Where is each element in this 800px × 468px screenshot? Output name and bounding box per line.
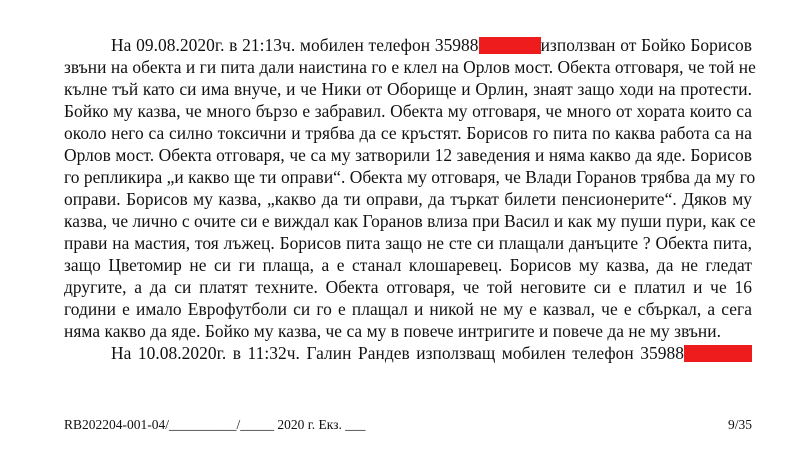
paragraph-2-line-1-start: На 10.08.2020г. в 11:32ч. Галин Рандев използващ мобилен телефон 35988 xyxy=(111,343,684,363)
paragraph-line: кълне тъй като си има внуче, и че Ники от Оборище и Орлин, знаят защо ходи на протести. xyxy=(64,79,752,99)
phone-number-redaction xyxy=(684,345,752,362)
paragraph-line: защо Цветомир не си ги плаща, а е станал клошаревец. Борисов му казва, да не гледат xyxy=(64,255,752,275)
paragraph-line: казва, че лично с очите си е виждал как Горанов влиза при Васил и как му пуши пури, как се xyxy=(64,211,756,231)
paragraph-line: Бойко му казва, че много бързо е забравил. Обекта му отговаря, че много от хората които са xyxy=(64,101,752,121)
paragraph-line: години е имало Еврофутболи си го е плащал и никой не му е казвал, че е сбъркал, а сега xyxy=(64,299,752,319)
phone-number-redaction xyxy=(479,37,541,54)
document-body xyxy=(64,34,756,364)
paragraph-1-line-1-end: използван от Бойко Борисов xyxy=(540,35,752,55)
paragraph-1-line-1 xyxy=(64,34,752,56)
paragraph-line: Орлов мост. Обекта отговаря, че са му затворили 12 заведения и няма какво да яде. Борисов xyxy=(64,145,752,165)
paragraph-1-last-line: няма какво да яде. Бойко му казва, че са му в повече интригите и повече да не му звъни. xyxy=(64,321,722,341)
page-footer xyxy=(64,415,752,435)
paragraph-line: около него са силно токсични и трябва да се кръстят. Борисов го пита по каква работа са на xyxy=(64,123,752,143)
document-reference-number: RB202204-001-04/__________/_____ 2020 г. Екз. ___ xyxy=(64,417,366,432)
paragraph-line: звъни на обекта и ги пита дали наистина го е клел на Орлов мост. Обекта отговаря, че той не xyxy=(64,57,756,77)
paragraph-2-line-1 xyxy=(64,342,752,364)
paragraph-line: оправи. Борисов му казва, „какво да ти оправи, да търкат билети пенсионерите“. Дяков му xyxy=(64,189,752,209)
paragraph-line: другите, а да си платят техните. Обекта отговаря, че той неговите си е платил и че 16 xyxy=(64,277,752,297)
page-number: 9/35 xyxy=(727,417,752,432)
paragraph-line: го репликира „и какво ще ти оправи“. Обекта му отговаря, че Влади Горанов трябва да му го xyxy=(64,167,756,187)
paragraph-line: прави на мастия, тоя лъжец. Борисов пита защо не сте си плащали данъците ? Обекта пита, xyxy=(64,233,752,253)
paragraph-1-line-1-start: На 09.08.2020г. в 21:13ч. мобилен телефон 35988 xyxy=(111,35,479,55)
